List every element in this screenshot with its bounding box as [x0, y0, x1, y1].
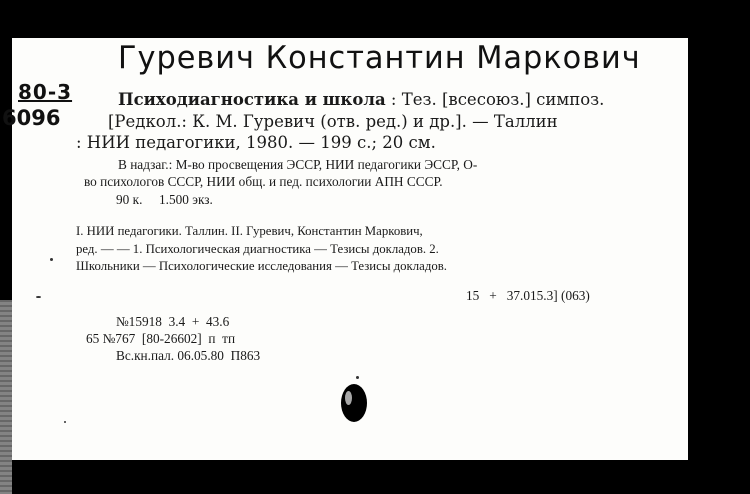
handwritten-author: Гуревич Константин Маркович — [118, 40, 641, 76]
classification-index: 15 + 37.015.3] (063) — [466, 288, 590, 303]
record-line-3: : НИИ педагогики, 1980. — 199 с.; 20 см. — [76, 133, 436, 152]
stamp-line-2: 65 №767 [80-26602] п тп — [86, 331, 236, 346]
note-line-1: В надзаг.: М-во просвещения ЭССР, НИИ педагогики ЭССР, О- — [118, 157, 478, 172]
punch-hole — [341, 384, 367, 422]
stamp-line-3: Вс.кн.пал. 06.05.80 П863 — [116, 348, 261, 363]
speck — [36, 296, 41, 298]
record-title: Психодиагностика и школа — [118, 90, 386, 109]
note-line-2: во психологов СССР, НИИ общ. и пед. психологии АПН СССР. — [84, 174, 443, 189]
handwritten-shelf-mark-1: 80-3 — [18, 80, 73, 104]
price-line: 90 к. 1.500 экз. — [116, 192, 213, 207]
speck — [356, 376, 359, 379]
tracing-line-1: I. НИИ педагогики. Таллин. II. Гуревич, Константин Маркович, — [76, 224, 423, 238]
speck — [50, 258, 53, 261]
tracing-line-2: ред. — — 1. Психологическая диагностика — Тезисы докладов. 2. — [76, 242, 439, 256]
record-title-rest: : Тез. [всесоюз.] симпоз. — [390, 90, 605, 109]
scanner-edge-strip — [0, 300, 12, 494]
record-line-1 — [118, 90, 604, 109]
tracing-line-3: Школьники — Психологические исследования — Тезисы докладов. — [76, 259, 447, 273]
library-catalog-card — [2, 38, 688, 460]
stamp-line-1: №15918 3.4 + 43.6 — [116, 314, 230, 329]
record-line-2: [Редкол.: К. М. Гуревич (отв. ред.) и др.]. — Таллин — [108, 112, 558, 131]
speck — [64, 421, 66, 423]
handwritten-shelf-mark-2: 6096 — [2, 106, 61, 130]
